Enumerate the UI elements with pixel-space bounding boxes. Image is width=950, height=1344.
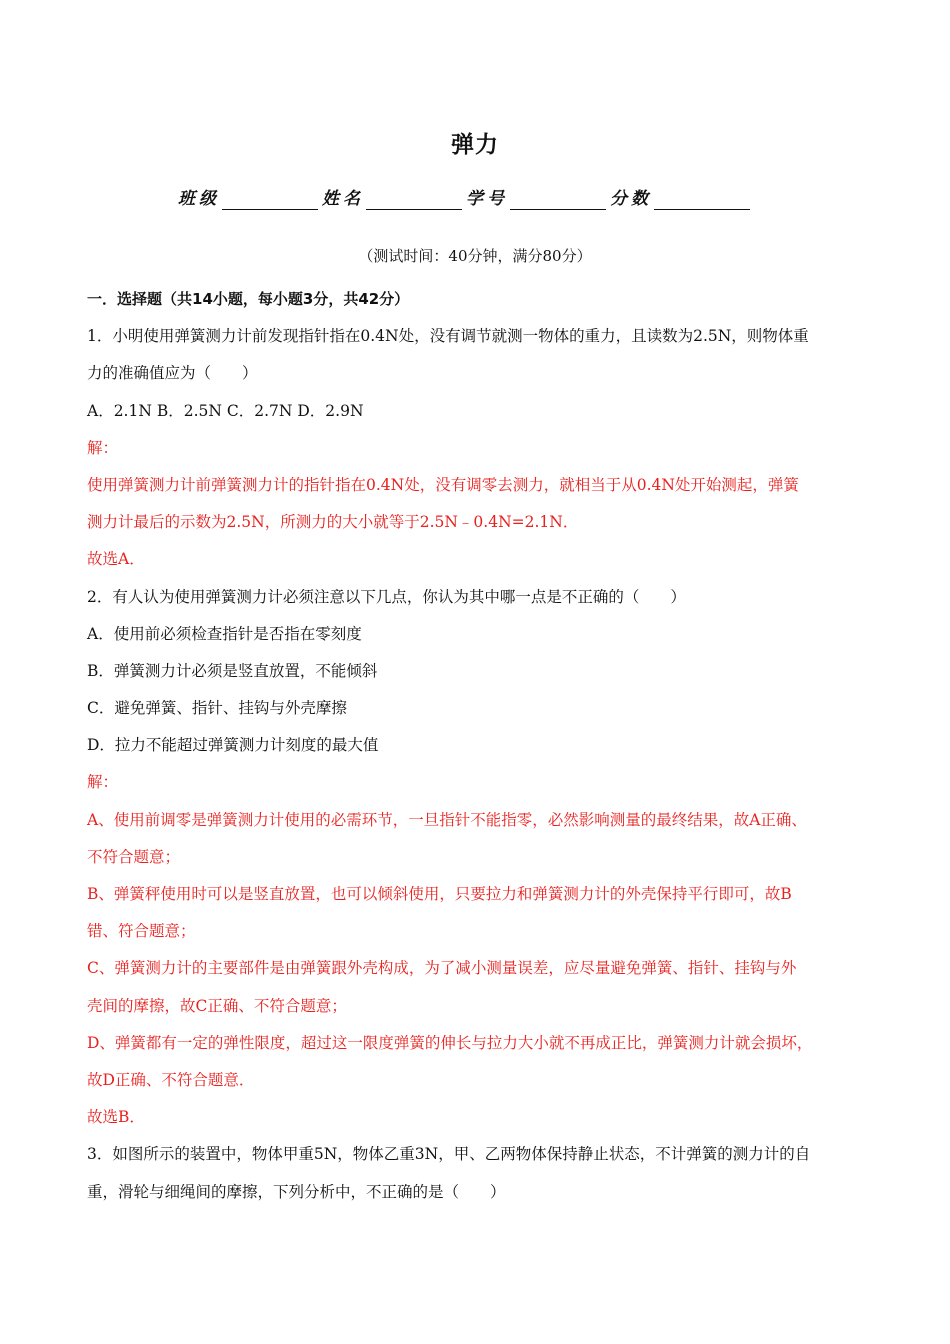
- test-info: （测试时间：40分钟，满分80分）: [358, 247, 592, 265]
- question-stem-line: 1．小明使用弹簧测力计前发现指针指在0.4N处，没有调节就测一物体的重力，且读数为2.5N，则物体重: [87, 327, 809, 346]
- solution-line: 故D正确、不符合题意．: [87, 1070, 255, 1089]
- section-heading: 一．选择题（共14小题，每小题3分，共42分）: [87, 290, 410, 308]
- question-options: A．2.1N B．2.5N C．2.7N D．2.9N: [87, 401, 364, 420]
- question-stem-line: 力的准确值应为（ ）: [87, 364, 258, 383]
- question-2: [87, 579, 867, 1137]
- option-b: B．弹簧测力计必须是竖直放置，不能倾斜: [87, 661, 378, 680]
- name-blank[interactable]: [366, 187, 462, 210]
- solution-line: 测力计最后的示数为2.5N，所测力的大小就等于2.5N﹣0.4N=2.1N．: [87, 513, 579, 532]
- option-c: C．避免弹簧、指针、挂钩与外壳摩擦: [87, 699, 347, 718]
- student-id-blank[interactable]: [510, 187, 606, 210]
- question-1: [87, 318, 867, 578]
- score-blank[interactable]: [654, 187, 750, 210]
- solution-line: 使用弹簧测力计前弹簧测力计的指针指在0.4N处，没有调零去测力，就相当于从0.4N处开始测起，弹簧: [87, 475, 799, 494]
- option-a: A．使用前必须检查指针是否指在零刻度: [87, 624, 362, 643]
- answer-line: 故选B．: [87, 1108, 145, 1127]
- question-stem-line: 2．有人认为使用弹簧测力计必须注意以下几点，你认为其中哪一点是不正确的（ ）: [87, 587, 686, 606]
- answer-line: 故选A．: [87, 550, 145, 569]
- solution-label: 解：: [87, 438, 119, 457]
- name-field: [322, 187, 466, 210]
- student-id-label: 学号: [466, 189, 508, 209]
- score-label: 分数: [610, 189, 652, 209]
- solution-label: 解：: [87, 773, 119, 792]
- page-title: 弹力: [451, 132, 499, 158]
- student-id-field: [466, 187, 610, 210]
- solution-line: 壳间的摩擦，故C正确、不符合题意；: [87, 996, 347, 1015]
- class-field: [178, 187, 322, 210]
- solution-line: A、使用前调零是弹簧测力计使用的必需环节，一旦指针不能指零，必然影响测量的最终结果，故A正确、: [87, 810, 807, 829]
- class-blank[interactable]: [222, 187, 318, 210]
- score-field: [610, 187, 754, 210]
- solution-line: 错、符合题意；: [87, 922, 196, 941]
- question-stem-line: 3．如图所示的装置中，物体甲重5N，物体乙重3N，甲、乙两物体保持静止状态，不计弹簧的测力计的自: [87, 1145, 811, 1164]
- option-d: D．拉力不能超过弹簧测力计刻度的最大值: [87, 736, 379, 755]
- question-3: [87, 1136, 867, 1210]
- solution-line: B、弹簧秤使用时可以是竖直放置，也可以倾斜使用，只要拉力和弹簧测力计的外壳保持平行即可，故B: [87, 885, 792, 903]
- class-label: 班级: [178, 189, 220, 209]
- question-stem-line: 重，滑轮与细绳间的摩擦，下列分析中，不正确的是（ ）: [87, 1182, 506, 1201]
- question-content: [87, 281, 867, 1211]
- student-info-fields: [178, 180, 778, 210]
- name-label: 姓名: [322, 189, 364, 209]
- solution-line: 不符合题意；: [87, 847, 181, 866]
- solution-line: D、弹簧都有一定的弹性限度，超过这一限度弹簧的伸长与拉力大小就不再成正比，弹簧测力计就会损坏，: [87, 1033, 813, 1052]
- solution-line: C、弹簧测力计的主要部件是由弹簧跟外壳构成，为了减小测量误差，应尽量避免弹簧、指针、挂钩与外: [87, 959, 797, 978]
